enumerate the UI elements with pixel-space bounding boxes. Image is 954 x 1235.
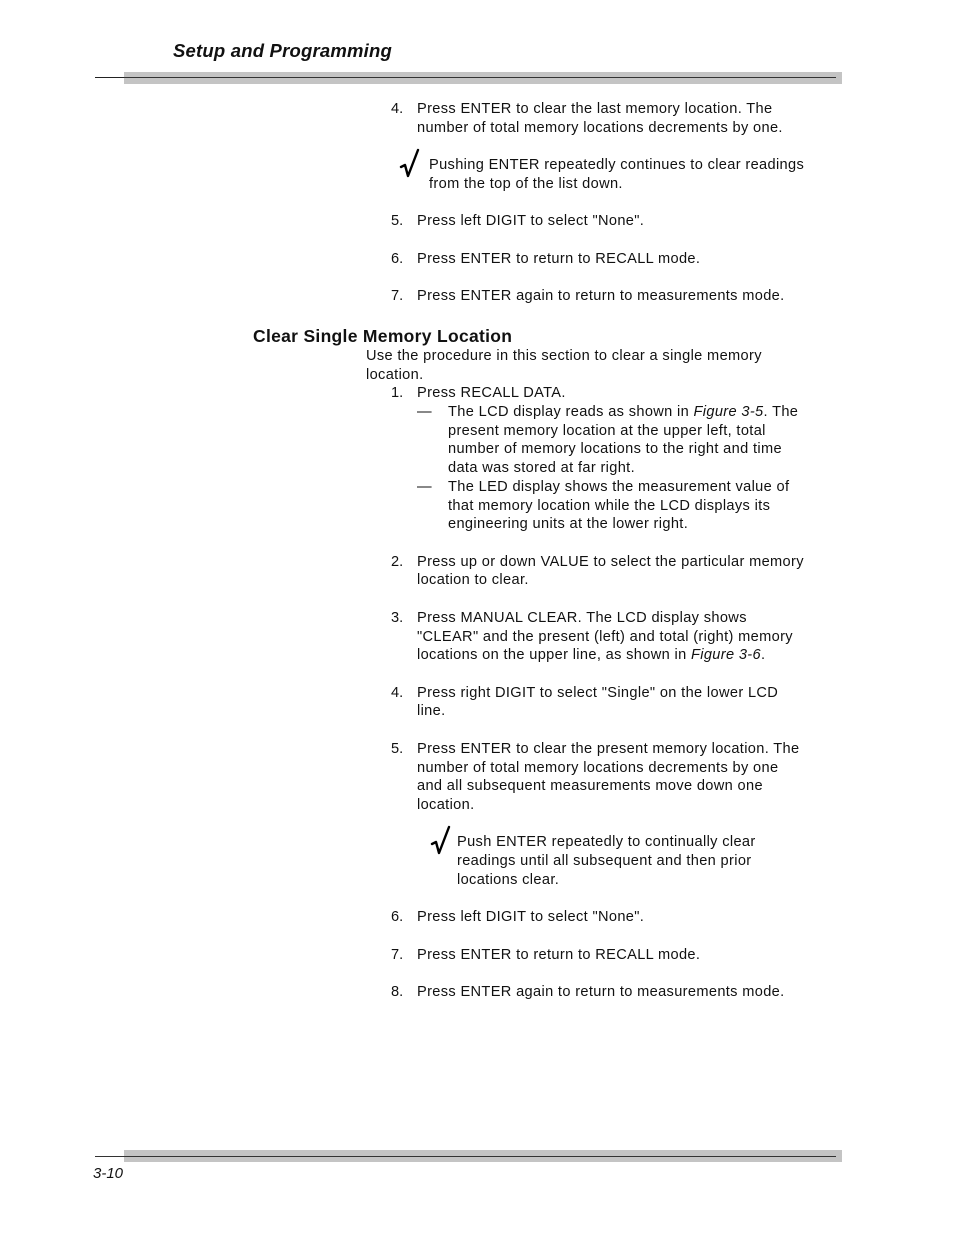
step-number: 8. bbox=[391, 984, 404, 1000]
bullet-text-line: data was stored at far right. bbox=[448, 460, 635, 476]
header-rule-bar bbox=[124, 72, 842, 84]
step-text-line: Press RECALL DATA. bbox=[417, 385, 566, 401]
page-number: 3-10 bbox=[93, 1165, 124, 1182]
step-text-line: "CLEAR" and the present (left) and total (right) memory bbox=[417, 629, 793, 645]
checkmark-icon bbox=[399, 148, 421, 182]
step-number: 7. bbox=[391, 288, 404, 304]
step-text-line: Press ENTER again to return to measurements mode. bbox=[417, 288, 785, 304]
step-text-line: Press right DIGIT to select "Single" on the lower LCD bbox=[417, 685, 779, 701]
bullet-dash: — bbox=[417, 479, 432, 495]
step-text-line: Press ENTER to return to RECALL mode. bbox=[417, 947, 701, 963]
note-text-line: Push ENTER repeatedly to continually clear bbox=[457, 834, 756, 850]
step-number: 6. bbox=[391, 251, 404, 267]
bullet-text-line: engineering units at the lower right. bbox=[448, 516, 689, 532]
step-text-line: Press MANUAL CLEAR. The LCD display shows bbox=[417, 610, 747, 626]
step-number: 3. bbox=[391, 610, 404, 626]
step-text-line: location to clear. bbox=[417, 572, 529, 588]
figure-reference: Figure 3-6 bbox=[690, 647, 761, 663]
header-rule-line-inner bbox=[124, 77, 836, 78]
step-text-line: location. bbox=[417, 797, 475, 813]
bullet-text-line: that memory location while the LCD displays its bbox=[448, 498, 771, 514]
step-number: 4. bbox=[391, 101, 404, 117]
bullet-dash: — bbox=[417, 404, 432, 420]
step-text-line: number of total memory locations decrements by one. bbox=[417, 120, 783, 136]
step-number: 1. bbox=[391, 385, 404, 401]
checkmark-icon bbox=[430, 825, 452, 859]
bullet-text-line: present memory location at the upper left, total bbox=[448, 423, 766, 439]
step-text-line: Press ENTER to return to RECALL mode. bbox=[417, 251, 701, 267]
note-text-line: readings until all subsequent and then prior bbox=[457, 853, 752, 869]
page-header-title: Setup and Programming bbox=[173, 40, 393, 61]
bullet-text-line: The LED display shows the measurement value of bbox=[448, 479, 790, 495]
step-text-line: Press ENTER to clear the present memory location. The bbox=[417, 741, 800, 757]
bullet-text-line: The LCD display reads as shown in Figure 3-5. The bbox=[448, 404, 799, 420]
step-number: 5. bbox=[391, 741, 404, 757]
step-number: 2. bbox=[391, 554, 404, 570]
note-text-line: locations clear. bbox=[457, 872, 560, 888]
figure-reference: Figure 3-5 bbox=[693, 404, 764, 420]
intro-text-line: location. bbox=[366, 367, 424, 383]
step-text-line: Press up or down VALUE to select the particular memory bbox=[417, 554, 804, 570]
note-text-line: from the top of the list down. bbox=[429, 176, 623, 192]
note-text-line: Pushing ENTER repeatedly continues to clear readings bbox=[429, 157, 805, 173]
step-number: 7. bbox=[391, 947, 404, 963]
section-heading: Clear Single Memory Location bbox=[253, 326, 513, 346]
step-text-line: Press ENTER again to return to measurements mode. bbox=[417, 984, 785, 1000]
step-number: 5. bbox=[391, 213, 404, 229]
step-number: 6. bbox=[391, 909, 404, 925]
step-text-line: Press left DIGIT to select "None". bbox=[417, 213, 645, 229]
intro-text-line: Use the procedure in this section to clear a single memory bbox=[366, 348, 762, 364]
bullet-text-line: number of memory locations to the right and time bbox=[448, 441, 782, 457]
step-text-line: number of total memory locations decrements by one bbox=[417, 760, 779, 776]
step-text-line: line. bbox=[417, 703, 446, 719]
step-text-line: Press left DIGIT to select "None". bbox=[417, 909, 645, 925]
step-text-line: locations on the upper line, as shown in Figure 3-6. bbox=[417, 647, 766, 663]
footer-rule-line bbox=[95, 1156, 836, 1157]
step-text-line: Press ENTER to clear the last memory location. The bbox=[417, 101, 773, 117]
step-number: 4. bbox=[391, 685, 404, 701]
step-text-line: and all subsequent measurements move down one bbox=[417, 778, 763, 794]
